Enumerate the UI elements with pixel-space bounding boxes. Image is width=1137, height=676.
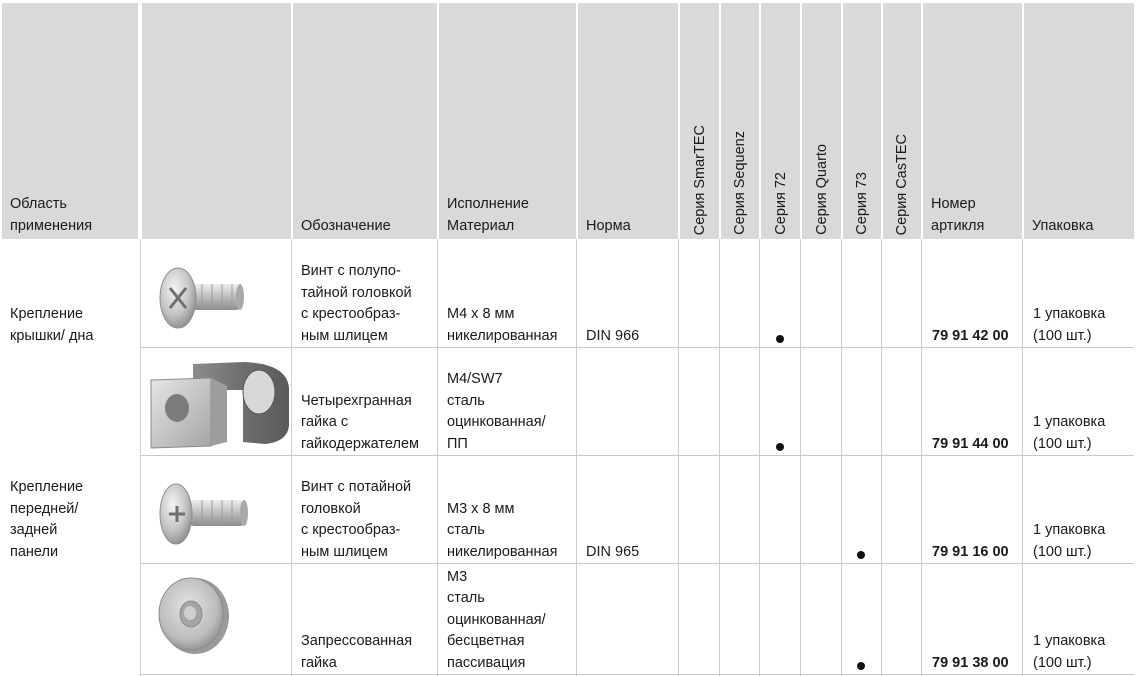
header-execution-label: Исполнение Материал: [447, 196, 529, 234]
header-series-quarto: [802, 3, 841, 239]
header-series-label: Серия CasTEC: [894, 133, 910, 235]
header-series-73: [843, 3, 881, 239]
row-article-number: 79 91 38 00: [932, 654, 1009, 671]
countersunk-screw-image: [152, 480, 252, 554]
row-area: Крепление крышки/ дна: [10, 306, 94, 344]
table-row: [2, 348, 1134, 455]
header-area: [2, 3, 138, 239]
header-series-label: Серия Quarto: [813, 144, 830, 235]
row-packaging: 1 упаковка (100 шт.): [1033, 522, 1106, 560]
header-series-label: Серия 72: [772, 172, 789, 235]
row-norm: DIN 965: [586, 543, 640, 560]
header-area-label: Область применения: [10, 196, 93, 234]
row-designation: Запрессованная гайка: [301, 633, 413, 671]
series-mark-dot: [776, 443, 784, 451]
row-designation: Четырехгранная гайка с гайкодержателем: [301, 392, 419, 452]
header-image: [142, 3, 291, 239]
header-series-label: Серия SmarTEC: [691, 124, 708, 235]
header-series-label: Серия Sequenz: [732, 131, 748, 235]
header-designation-label: Обозначение: [301, 218, 391, 234]
row-packaging: 1 упаковка (100 шт.): [1033, 414, 1106, 452]
header-packaging: [1024, 3, 1134, 239]
row-packaging: 1 упаковка (100 шт.): [1033, 306, 1106, 344]
header-article: [923, 3, 1022, 239]
row-designation: Винт с потайной головкой с крестообраз- ным шлицем: [301, 479, 412, 560]
header-series-smartec: [680, 3, 719, 239]
header-article-label: Номер артикля: [931, 196, 985, 234]
row-article-number: 79 91 44 00: [932, 435, 1009, 452]
header-packaging-label: Упаковка: [1032, 218, 1094, 234]
row-norm: DIN 966: [586, 327, 640, 344]
table-row: [2, 564, 1134, 674]
header-norm: [578, 3, 678, 239]
press-nut-image: [157, 576, 237, 656]
row-divider: [140, 674, 1134, 675]
header-series-sequenz: [721, 3, 759, 239]
row-packaging: 1 упаковка (100 шт.): [1033, 633, 1106, 671]
header-series-castec: [883, 3, 921, 239]
header-series-label: Серия 73: [854, 172, 870, 235]
row-article-number: 79 91 42 00: [932, 327, 1009, 344]
header-norm-label: Норма: [586, 218, 631, 234]
row-execution: M3 x 8 мм сталь никелированная: [447, 500, 558, 560]
oval-head-screw-image: [152, 262, 252, 336]
table-row: [2, 456, 1134, 563]
row-designation: Винт с полупо- тайной головкой с крестообраз- ным шлицем: [301, 263, 412, 344]
cage-nut-image: [147, 360, 291, 450]
series-mark-dot: [857, 662, 865, 670]
series-mark-dot: [776, 335, 784, 343]
row-article-number: 79 91 16 00: [932, 543, 1009, 560]
header-execution: [439, 3, 576, 239]
table-row: [2, 240, 1134, 347]
header-series-72: [761, 3, 800, 239]
row-execution: M4 x 8 мм никелированная: [447, 306, 558, 344]
series-mark-dot: [857, 551, 865, 559]
row-area: Крепление передней/ задней панели: [10, 479, 84, 560]
header-designation: [293, 3, 437, 239]
row-execution: M3 сталь оцинкованная/ бесцветная пассивация: [447, 568, 546, 671]
row-execution: M4/SW7 сталь оцинкованная/ ПП: [447, 371, 546, 452]
